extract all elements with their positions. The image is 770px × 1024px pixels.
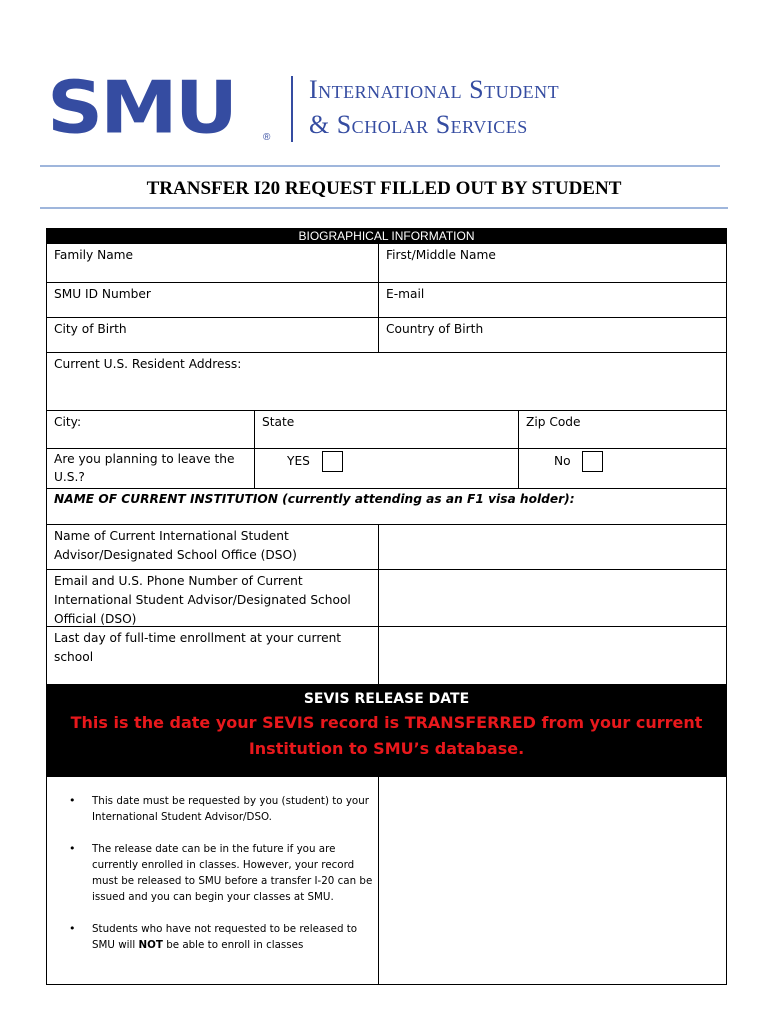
- yes-label: YES: [287, 454, 310, 468]
- dso-contact-label: Email and U.S. Phone Number of Current International Student Advisor/Designated School Official (DSO): [54, 574, 351, 626]
- instruction-text: [92, 923, 357, 951]
- smu-id-field[interactable]: SMU ID Number: [54, 287, 151, 301]
- document-title: TRANSFER I20 REQUEST FILLED OUT BY STUDENT: [146, 178, 622, 199]
- smu-logo: [47, 66, 727, 152]
- current-institution-field[interactable]: NAME OF CURRENT INSTITUTION (currently attending as an F1 visa holder):: [54, 492, 575, 506]
- first-middle-name-field[interactable]: First/Middle Name: [378, 244, 726, 282]
- instruction-item: [47, 793, 378, 825]
- zip-code-field[interactable]: Zip Code: [518, 411, 726, 448]
- department-name-line2: & Scholar Services: [309, 110, 528, 139]
- bullet-icon: •: [69, 842, 76, 855]
- sevis-note-line2: Institution to SMU’s database.: [248, 739, 525, 758]
- instruction-text: The release date can be in the future if you are currently enrolled in classes. However, your record must be released to SMU before a transfer I-20 can be issued and you can begin your classes at SMU.: [92, 843, 373, 903]
- logo-divider: [291, 76, 293, 142]
- instruction-item: [47, 921, 378, 953]
- instruction-text-part: Students who have not requested to be released to SMU will: [92, 923, 358, 951]
- city-of-birth-field[interactable]: City of Birth: [54, 322, 127, 336]
- last-enrollment-day-label: Last day of full-time enrollment at your current school: [54, 631, 342, 664]
- bullet-icon: •: [69, 794, 76, 807]
- registered-mark: ®: [263, 132, 271, 143]
- no-label: No: [554, 454, 571, 468]
- smu-wordmark: SMU: [47, 66, 236, 151]
- header-rule-top: [40, 165, 720, 167]
- state-field[interactable]: State: [254, 411, 518, 448]
- dso-name-input[interactable]: [378, 525, 726, 569]
- sevis-note-line1: This is the date your SEVIS record is TRANSFERRED from your current: [70, 713, 703, 732]
- dso-contact-input[interactable]: [378, 570, 726, 626]
- instruction-text-part: be able to enroll in classes: [162, 939, 304, 951]
- instruction-emphasis: NOT: [138, 939, 163, 951]
- dso-name-label: Name of Current International Student Advisor/Designated School Office (DSO): [54, 529, 297, 562]
- department-name-line1: International Student: [309, 75, 560, 104]
- yes-checkbox[interactable]: [322, 451, 343, 472]
- city-field[interactable]: City:: [54, 415, 82, 429]
- sevis-instructions: [47, 777, 378, 984]
- header-rule-bottom: [40, 207, 728, 209]
- transfer-request-form: [46, 228, 727, 985]
- no-checkbox[interactable]: [582, 451, 603, 472]
- family-name-field[interactable]: Family Name: [54, 248, 134, 262]
- sevis-release-banner: [47, 685, 726, 776]
- sevis-release-date-input[interactable]: [378, 777, 726, 984]
- sevis-release-title: SEVIS RELEASE DATE: [303, 691, 470, 707]
- email-field[interactable]: E-mail: [378, 283, 726, 317]
- instruction-item: [47, 841, 378, 905]
- leave-us-question: Are you planning to leave the U.S.?: [54, 452, 235, 484]
- instruction-text: This date must be requested by you (student) to your International Student Advisor/DSO.: [92, 795, 369, 823]
- bullet-icon: •: [69, 922, 76, 935]
- country-of-birth-field[interactable]: Country of Birth: [378, 318, 726, 352]
- last-enrollment-day-input[interactable]: [378, 627, 726, 684]
- no-option: [518, 449, 726, 488]
- biographical-info-header: BIOGRAPHICAL INFORMATION: [47, 229, 726, 244]
- resident-address-field[interactable]: Current U.S. Resident Address:: [54, 357, 242, 371]
- yes-option: [254, 449, 518, 488]
